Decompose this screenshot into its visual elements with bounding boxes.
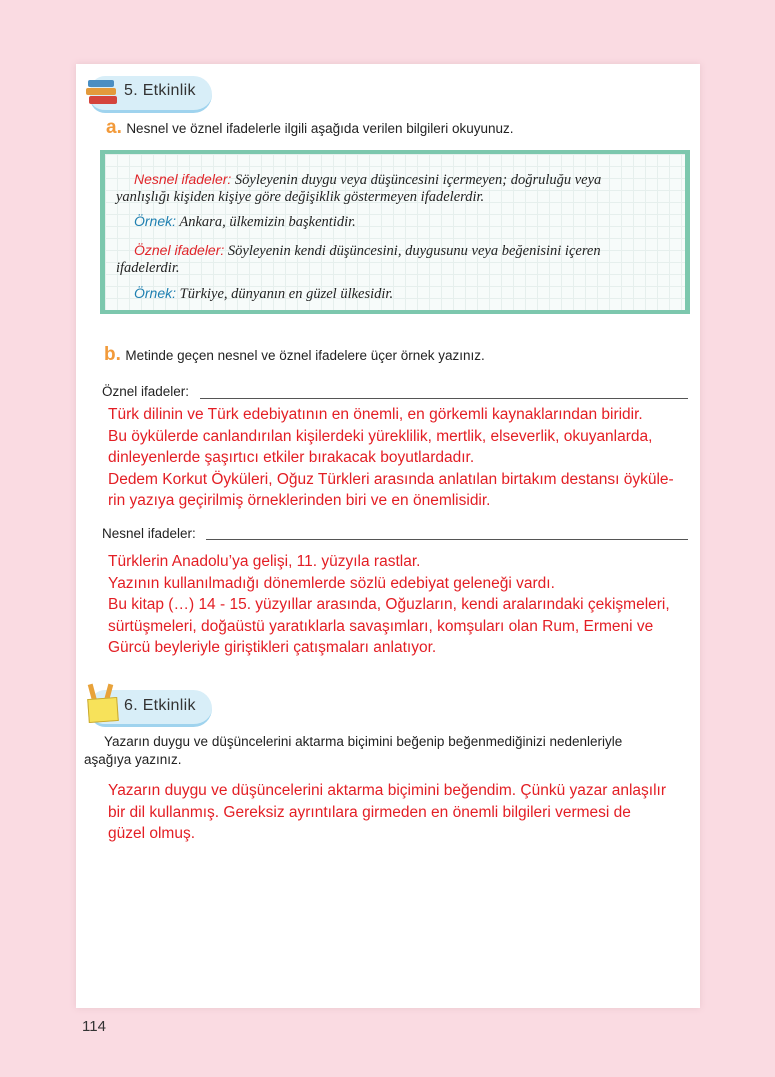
pencils-note-icon — [86, 684, 120, 722]
answer-line: rin yazıya geçirilmiş örneklerinden biri ve en önemlisidir. — [108, 492, 491, 509]
nesnel-term: Nesnel ifadeler: — [134, 171, 232, 187]
answer-line: dinleyenlerde şaşırtıcı etkiler bırakacak boyutlardadır. — [108, 449, 475, 466]
part-a-letter: a. — [106, 117, 122, 138]
example-2 — [134, 285, 393, 303]
answer-line: Bu kitap (…) 14 - 15. yüzyıllar arasında, Oğuzların, kendi aralarındaki çekişmeleri, — [108, 596, 670, 613]
activity-6-instruction-line2: aşağıya yazınız. — [84, 752, 182, 767]
activity-6-title: 6. Etkinlik — [124, 697, 196, 714]
example-2-label: Örnek: — [134, 285, 177, 301]
activity-5-title: 5. Etkinlik — [124, 82, 196, 99]
activity-6-instruction-line1: Yazarın duygu ve düşüncelerini aktarma biçimini beğenip beğenmediğinizi nedenleriyle — [104, 734, 623, 749]
answer-line: Yazarın duygu ve düşüncelerini aktarma biçimini beğendim. Çünkü yazar anlaşılır — [108, 782, 666, 799]
oznel-term: Öznel ifadeler: — [134, 242, 225, 258]
activity-6-answer — [108, 780, 666, 845]
example-1 — [134, 213, 356, 231]
answer-line: bir dil kullanmış. Gereksiz ayrıntılara girmeden en önemli bilgileri vermesi de — [108, 803, 631, 821]
nesnel-definition-line2: yanlışlığı kişiden kişiye göre değişiklik göstermeyen ifadelerdir. — [116, 189, 485, 205]
part-b-letter: b. — [104, 344, 121, 365]
answer-line: Dedem Korkut Öyküleri, Oğuz Türkleri arasında anlatılan birtakım destansı öyküle- — [108, 470, 674, 488]
example-2-text: Türkiye, dünyanın en güzel ülkesidir. — [179, 286, 394, 302]
example-1-text: Ankara, ülkemizin başkentidir. — [179, 214, 356, 230]
oznel-label: Öznel ifadeler: — [102, 384, 190, 399]
part-a-instruction — [106, 117, 514, 139]
nesnel-def: Söyleyenin duygu veya düşüncesini içermeyen; doğruluğu veya — [234, 172, 602, 188]
part-b-text: Metinde geçen nesnel ve öznel ifadelere üçer örnek yazınız. — [125, 348, 485, 363]
answer-line: Bu öykülerde canlandırılan kişilerdeki yüreklilik, mertlik, elseverlik, okuyanlarda, — [108, 427, 653, 445]
oznel-answers — [108, 404, 674, 512]
answer-line: güzel olmuş. — [108, 825, 196, 842]
example-1-label: Örnek: — [134, 213, 177, 229]
oznel-definition-line1 — [134, 242, 601, 260]
nesnel-answer-line — [206, 539, 688, 540]
answer-line: Gürcü beyleriyle giriştikleri çatışmaları anlatıyor. — [108, 639, 437, 656]
books-icon — [86, 78, 120, 106]
answer-line: sürtüşmeleri, doğaüstü yaratıklarla savaşımları, komşuları olan Rum, Ermeni ve — [108, 617, 654, 635]
page-number: 114 — [82, 1018, 106, 1035]
part-a-text: Nesnel ve öznel ifadelerle ilgili aşağıda verilen bilgileri okuyunuz. — [126, 121, 514, 136]
nesnel-definition-line1 — [134, 171, 601, 189]
answer-line: Yazının kullanılmadığı dönemlerde sözlü edebiyat geleneği vardı. — [108, 574, 555, 592]
part-b-instruction — [104, 344, 485, 366]
oznel-def: Söyleyenin kendi düşüncesini, duygusunu veya beğenisini içeren — [227, 243, 601, 259]
nesnel-answers — [108, 551, 670, 659]
answer-line: Türk dilinin ve Türk edebiyatının en önemli, en görkemli kaynaklarından biridir. — [108, 406, 643, 423]
answer-line: Türklerin Anadolu’ya gelişi, 11. yüzyıla rastlar. — [108, 553, 421, 570]
nesnel-label: Nesnel ifadeler: — [102, 526, 196, 541]
oznel-definition-line2: ifadelerdir. — [116, 260, 180, 276]
oznel-answer-line — [200, 398, 688, 399]
